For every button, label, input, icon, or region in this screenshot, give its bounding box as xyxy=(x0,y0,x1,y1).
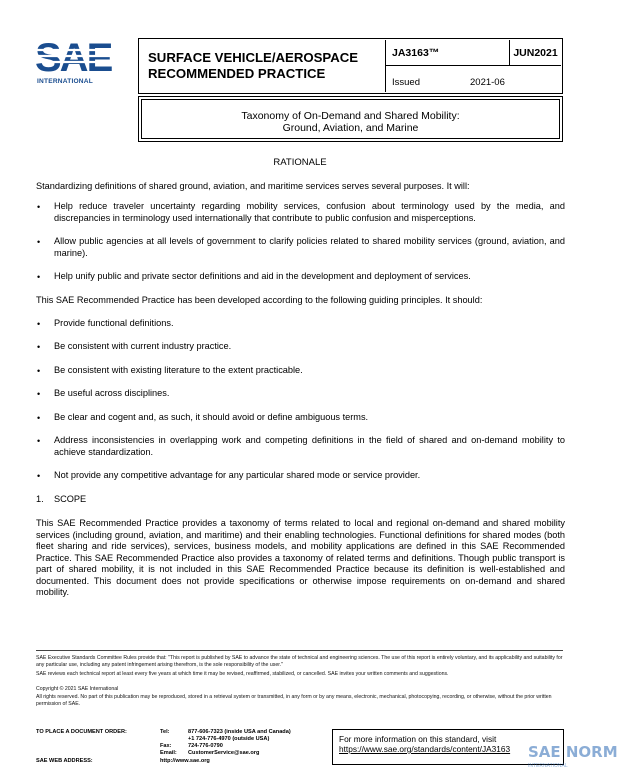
principle-item: Be useful across disciplines. xyxy=(54,388,170,398)
principles-intro: This SAE Recommended Practice has been developed according to the following guiding principles. It should: xyxy=(36,295,483,305)
web-label: SAE WEB ADDRESS: xyxy=(36,758,93,764)
document-type-line2: RECOMMENDED PRACTICE xyxy=(148,66,326,81)
footer-rules: SAE Executive Standards Committee Rules provide that: "This report is published by SAE to advance the state of technical and engineering sciences. The use of this report is entirely voluntary, and its applicability and suitability for any particular use, including any patent infringement arising therefrom, is the sole responsibility of the user." xyxy=(36,655,563,668)
document-type-line1: SURFACE VEHICLE/AEROSPACE xyxy=(148,50,359,65)
document-type xyxy=(140,40,386,92)
principle-item: Not provide any competitive advantage for any particular shared mode or service provider. xyxy=(54,470,421,480)
tel-label: Tel: xyxy=(160,729,170,735)
bullet-marker: • xyxy=(37,366,41,376)
principle-item: Be clear and cogent and, as such, it should avoid or define ambiguous terms. xyxy=(54,412,369,422)
email-label: Email: xyxy=(160,750,177,756)
bullet-marker: • xyxy=(37,237,41,247)
purpose-item: Help unify public and private sector definitions and aid in the development and deployment of services. xyxy=(54,271,471,281)
principle-item: Be consistent with existing literature to the extent practicable. xyxy=(54,365,303,375)
document-title-line2: Ground, Aviation, and Marine xyxy=(282,122,419,134)
more-info-link[interactable]: https://www.sae.org/standards/content/JA3163 xyxy=(339,744,511,754)
standard-number: JA3163™ xyxy=(386,40,510,66)
bullet-marker: • xyxy=(37,413,41,423)
scope-text: This SAE Recommended Practice provides a taxonomy of terms related to local and regional on-demand and shared mobility services (including ground, aviation, and maritime) and their enabling technologies. Functional definitions for shared modes (both fleet sharing and ride services), services, business models, and mobility applications are defined in this SAE Recommended Practice. This SAE Recommended Practice also provides a taxonomy of related terms and definitions. Though public transport is part of shared mobility, it is not included in this SAE Recommended Practice because its definition is well-established and documented. This document does not provide specifications or otherwise impose requirements on on-demand and shared mobility. xyxy=(36,518,565,597)
watermark-text: SAE NORM xyxy=(528,743,618,761)
document-title-line1: Taxonomy of On-Demand and Shared Mobility: xyxy=(241,110,460,122)
purpose-item: Help reduce traveler uncertainty regarding mobility services, confusion about terminology used by the media, and discrepancies in terminology used internationally that contribute to public confusion and misperceptions. xyxy=(54,201,565,223)
rationale-intro: Standardizing definitions of shared ground, aviation, and maritime services serves several purposes. It will: xyxy=(36,181,470,191)
watermark-sub: INTERNATIONAL xyxy=(528,763,568,769)
footer-rights: All rights reserved. No part of this publication may be reproduced, stored in a retrieval system or transmitted, in any form or by any means, electronic, mechanical, photocopying, recording, or otherwise, without the prior written permission of SAE. xyxy=(36,694,552,707)
bullet-marker: • xyxy=(37,272,41,282)
bullet-marker: • xyxy=(37,319,41,329)
sae-logo xyxy=(35,38,123,90)
footer-divider xyxy=(36,650,563,651)
tel-1: 877-606-7323 (inside USA and Canada) xyxy=(188,729,291,735)
principle-item: Provide functional definitions. xyxy=(54,318,174,328)
rationale-heading: RATIONALE xyxy=(273,157,327,168)
principle-item: Be consistent with current industry practice. xyxy=(54,341,232,351)
footer-review: SAE reviews each technical report at least every five years at which time it may be revised, reaffirmed, stabilized, or cancelled. SAE invites your written comments and suggestions. xyxy=(36,671,449,677)
sae-logo-letters: SAE xyxy=(35,36,112,80)
fax-label: Fax: xyxy=(160,743,172,749)
web-address[interactable]: http://www.sae.org xyxy=(160,758,210,764)
purpose-item: Allow public agencies at all levels of government to clarify policies related to shared mobility services (ground, aviation, and marine). xyxy=(54,236,565,258)
tel-2: +1 724-776-4970 (outside USA) xyxy=(188,736,270,742)
document-title-box xyxy=(138,96,563,142)
bullet-marker: • xyxy=(37,202,41,212)
scope-heading: SCOPE xyxy=(54,494,87,504)
bullet-marker: • xyxy=(37,471,41,481)
principle-item: Address inconsistencies in overlapping work and competing definitions in the field of shared and on-demand mobility to achieve standardization. xyxy=(54,435,565,457)
email-address[interactable]: CustomerService@sae.org xyxy=(188,750,260,756)
more-info-text: For more information on this standard, visit xyxy=(339,734,497,744)
bullet-marker: • xyxy=(37,342,41,352)
standard-date: JUN2021 xyxy=(510,40,561,66)
issued-value: 2021-06 xyxy=(470,77,505,88)
order-label: TO PLACE A DOCUMENT ORDER: xyxy=(36,729,127,735)
bullet-marker: • xyxy=(37,436,41,446)
scope-number: 1. xyxy=(36,494,44,504)
fax-number: 724-776-0790 xyxy=(188,743,223,749)
sae-logo-mark xyxy=(35,38,121,78)
watermark xyxy=(506,741,618,776)
footer-copyright: Copyright © 2021 SAE International xyxy=(36,686,119,692)
issued-label: Issued xyxy=(392,77,420,88)
bullet-marker: • xyxy=(37,389,41,399)
sae-logo-sub: INTERNATIONAL xyxy=(37,78,93,85)
